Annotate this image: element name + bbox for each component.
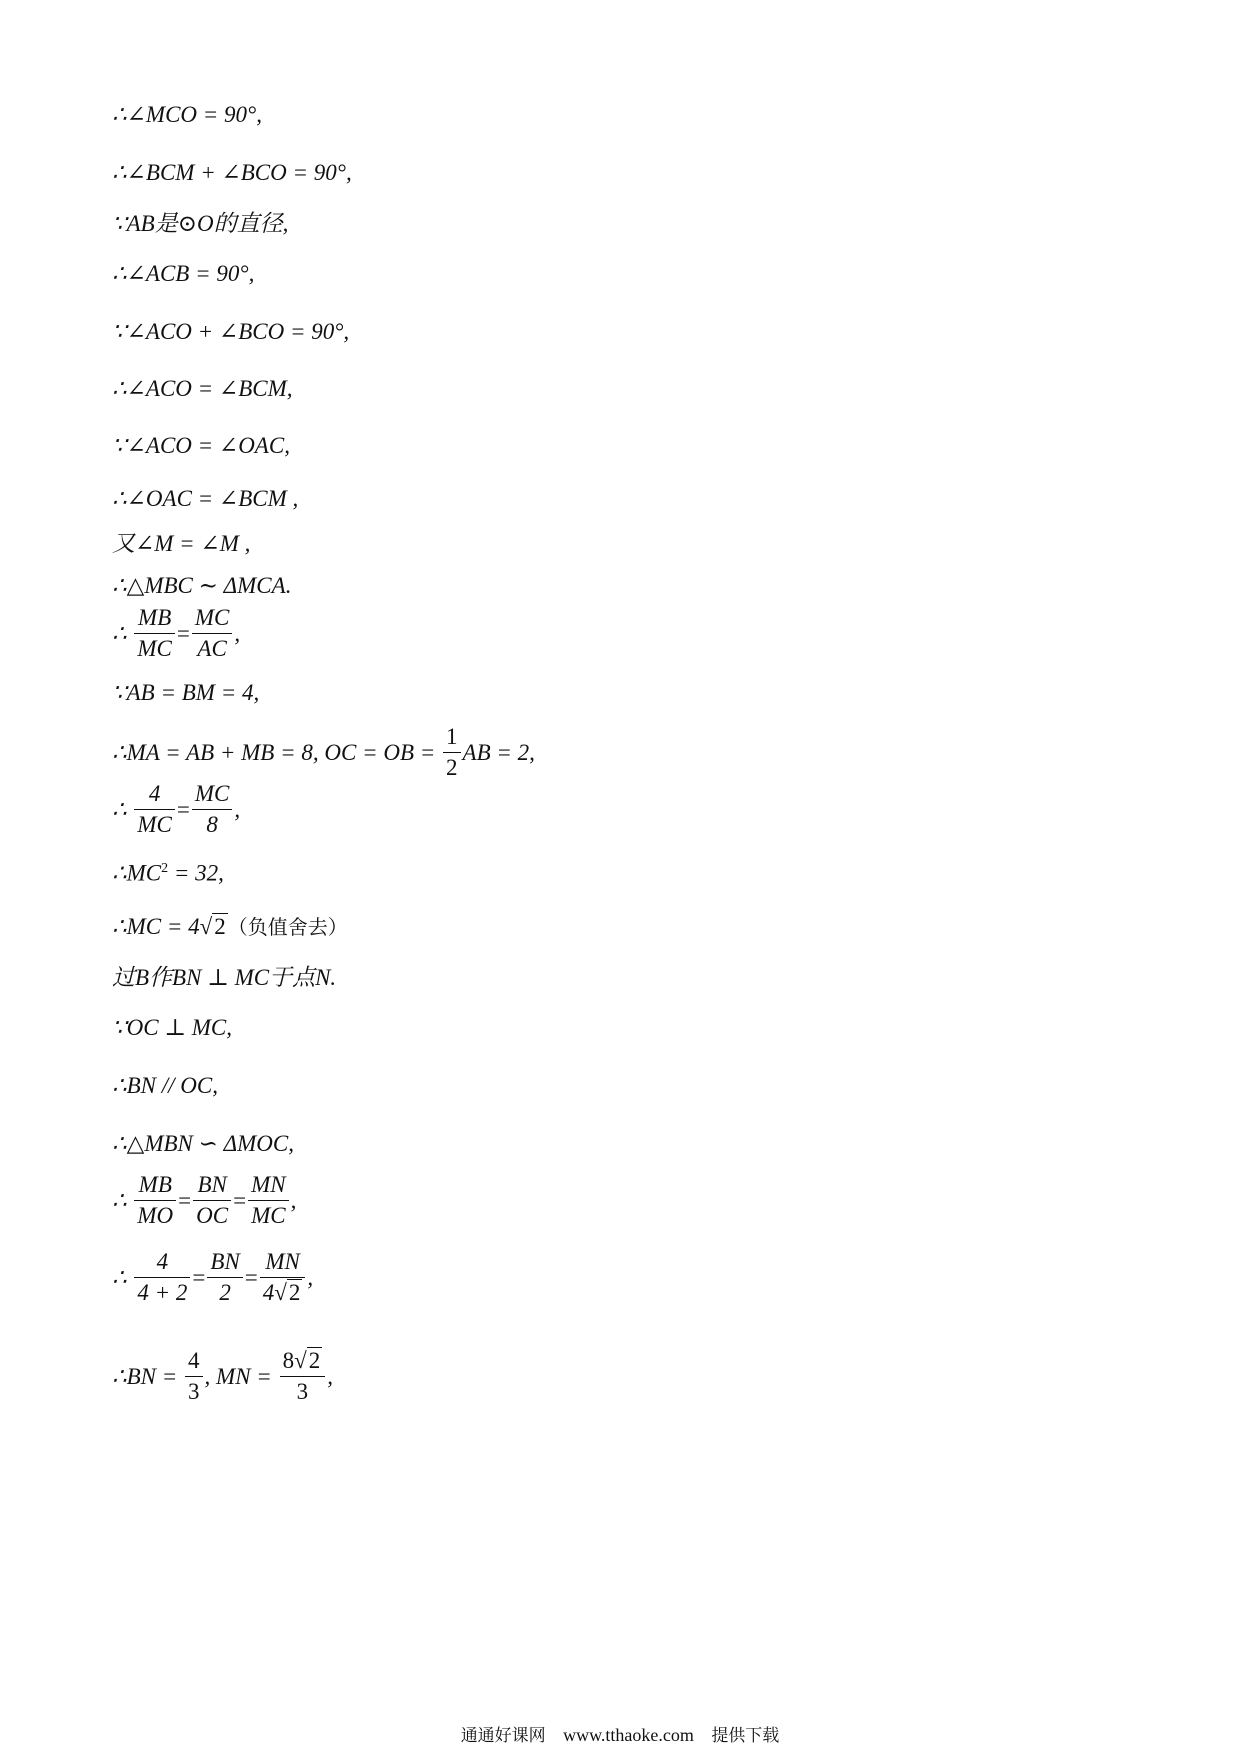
proof-line-22: ∴ $\frac{4}{4 + 2}$ = $\frac{BN}{2}$ = $\frac{MN}{4√2}$ , bbox=[112, 1249, 313, 1310]
footer-url: www.tthaoke.com bbox=[563, 1725, 694, 1745]
square-root: √2 bbox=[274, 1280, 301, 1305]
proof-line-23: ∴BN = $\frac{4}{3}$ , MN = $\frac{8√2}{3}$ , bbox=[112, 1348, 333, 1409]
proof-line-5: ∵∠ACO + ∠BCO = 90°, bbox=[112, 319, 350, 344]
fraction: $\frac{4}{MC}$ bbox=[134, 779, 175, 840]
proof-line-10: ∴△MBC ∼ ΔMCA. bbox=[112, 573, 292, 598]
footer-suffix: 提供下载 bbox=[711, 1726, 780, 1746]
proof-line-2: ∴∠BCM + ∠BCO = 90°, bbox=[112, 160, 352, 185]
proof-line-12: ∵AB = BM = 4, bbox=[112, 680, 260, 705]
proof-line-13: ∴MA = AB + MB = 8, OC = OB = $\frac{1}{2}$ AB = 2, bbox=[112, 724, 535, 785]
fraction: $\frac{8√2}{3}$ bbox=[280, 1346, 326, 1407]
proof-line-6: ∴∠ACO = ∠BCM, bbox=[112, 376, 293, 401]
fraction: $\frac{MB}{MC}$ bbox=[134, 603, 175, 664]
proof-line-3: ∵AB是⊙O的直径, bbox=[112, 211, 289, 236]
proof-line-8: ∴∠OAC = ∠BCM , bbox=[112, 486, 299, 511]
fraction: $\frac{BN}{2}$ bbox=[207, 1247, 242, 1308]
proof-line-4: ∴∠ACB = 90°, bbox=[112, 261, 255, 286]
fraction: $\frac{4}{4 + 2}$ bbox=[134, 1247, 190, 1308]
fraction: $\frac{1}{2}$ bbox=[443, 722, 461, 783]
footer-site-name: 通通好课网 bbox=[460, 1726, 546, 1746]
proof-line-16: ∴MC = 4√2 （负值舍去） bbox=[112, 914, 348, 939]
proof-line-14: ∴ $\frac{4}{MC}$ = $\frac{MC}{8}$ , bbox=[112, 781, 240, 842]
proof-line-20: ∴△MBN ∽ ΔMOC, bbox=[112, 1131, 295, 1156]
fraction: $\frac{4}{3}$ bbox=[185, 1346, 203, 1407]
fraction: $\frac{MB}{MO}$ bbox=[134, 1170, 176, 1231]
square-root: √2 bbox=[294, 1348, 321, 1373]
proof-line-19: ∴BN // OC, bbox=[112, 1073, 219, 1098]
proof-line-21: ∴ $\frac{MB}{MO}$ = $\frac{BN}{OC}$ = $\frac{MN}{MC}$ , bbox=[112, 1172, 296, 1233]
proof-line-11: ∴ $\frac{MB}{MC}$ = $\frac{MC}{AC}$ , bbox=[112, 605, 240, 666]
proof-line-9: 又∠M = ∠M , bbox=[112, 531, 251, 556]
fraction: $\frac{MC}{8}$ bbox=[192, 779, 233, 840]
proof-line-18: ∵OC ⊥ MC, bbox=[112, 1015, 232, 1040]
proof-line-7: ∵∠ACO = ∠OAC, bbox=[112, 433, 290, 458]
therefore-symbol: ∴ bbox=[112, 620, 127, 646]
fraction: $\frac{BN}{OC}$ bbox=[193, 1170, 231, 1231]
proof-line-1: ∴∠MCO = 90°, bbox=[112, 102, 262, 127]
fraction: $\frac{MC}{AC}$ bbox=[192, 603, 233, 664]
fraction: $\frac{MN}{4√2}$ bbox=[260, 1247, 306, 1308]
proof-line-17: 过B作BN ⊥ MC于点N. bbox=[112, 965, 337, 990]
fraction: $\frac{MN}{MC}$ bbox=[248, 1170, 289, 1231]
proof-line-15: $\therefore MC^2 = 32$, bbox=[112, 860, 224, 886]
page-footer bbox=[0, 1721, 1240, 1746]
square-root: √2 bbox=[199, 914, 226, 939]
